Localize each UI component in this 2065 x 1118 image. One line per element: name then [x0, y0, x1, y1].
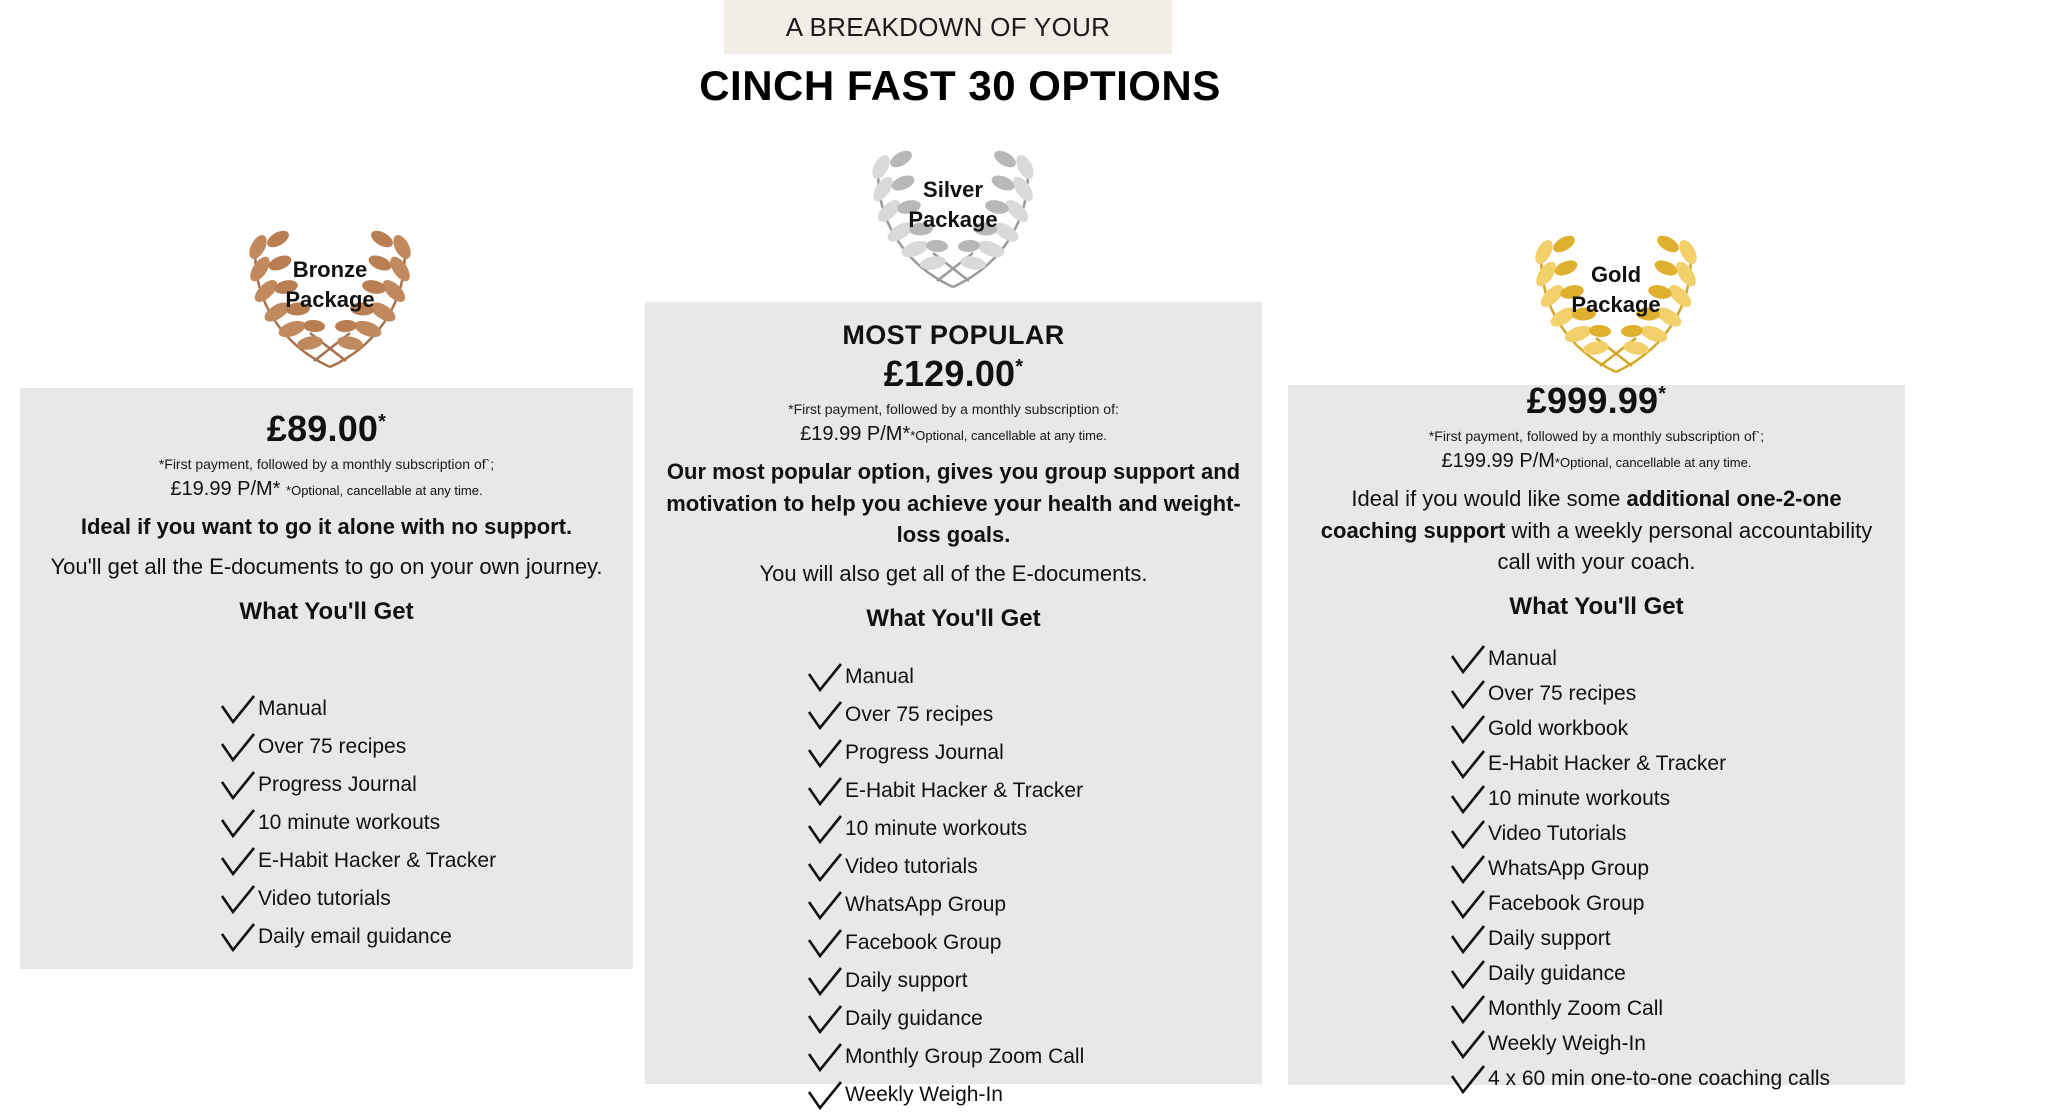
bronze-price-star: *: [378, 411, 387, 433]
bronze-subscription-amount: £19.99 P/M*: [170, 478, 281, 501]
feature-label: Daily email guidance: [258, 925, 452, 949]
list-item: [805, 1080, 1422, 1114]
check-icon: [218, 922, 258, 956]
gold-subscription-note: *Optional, cancellable at any time.: [1554, 455, 1752, 471]
feature-label: E-Habit Hacker & Tracker: [1488, 752, 1727, 776]
feature-label: Daily guidance: [1488, 962, 1626, 986]
silver-wreath: [845, 115, 1061, 295]
silver-pitch: You will also get all of the E-documents.: [759, 561, 1148, 586]
bronze-price-value: £89.00: [266, 408, 379, 449]
check-icon: [218, 694, 258, 728]
bronze-wreath: [222, 195, 438, 375]
silver-what-you-get-heading: What You'll Get: [866, 605, 1041, 633]
gold-label-line2: Package: [1571, 292, 1661, 317]
check-icon: [805, 738, 845, 772]
laurel-wreath-icon: [1508, 200, 1724, 380]
silver-pitch-bold: Our most popular option, gives you group support and motivation to help you achieve your health and weight-loss goals.: [666, 459, 1241, 547]
check-icon: [805, 852, 845, 886]
list-item: [1448, 644, 2065, 678]
gold-price-star: *: [1658, 383, 1667, 405]
gold-card-body: [1288, 380, 1905, 623]
check-icon: [805, 1004, 845, 1038]
check-icon: [805, 662, 845, 696]
feature-label: Progress Journal: [258, 773, 417, 797]
gold-pitch-part2: with a weekly personal accountability call with your coach.: [1497, 517, 1873, 574]
feature-label: Over 75 recipes: [1488, 682, 1637, 706]
silver-subscription-amount: £19.99 P/M*: [800, 423, 911, 446]
feature-label: Monthly Zoom Call: [1488, 997, 1664, 1021]
bronze-pitch-bold: Ideal if you want to go it alone with no support.: [80, 514, 573, 540]
silver-most-popular-badge: MOST POPULAR: [842, 320, 1065, 350]
gold-feature-list: [1448, 644, 2065, 1099]
feature-label: Video tutorials: [258, 887, 391, 911]
check-icon: [1448, 749, 1488, 783]
check-icon: [1448, 854, 1488, 888]
gold-pitch-part1: Ideal if you would like some: [1351, 486, 1627, 512]
silver-label-line2: Package: [908, 207, 998, 232]
check-icon: [1448, 1064, 1488, 1098]
feature-label: Video tutorials: [845, 855, 978, 879]
list-item: [1448, 714, 2065, 748]
silver-label-line1: Silver: [923, 177, 983, 203]
feature-label: Daily support: [845, 969, 968, 993]
list-item: [1448, 1064, 2065, 1098]
check-icon: [1448, 644, 1488, 678]
feature-label: Monthly Group Zoom Call: [845, 1045, 1085, 1069]
gold-subscription: [1302, 448, 1891, 475]
bronze-price: [34, 408, 619, 450]
check-icon: [1448, 1029, 1488, 1063]
check-icon: [1448, 784, 1488, 818]
feature-label: Daily support: [1488, 927, 1611, 951]
page-title: CINCH FAST 30 OPTIONS: [699, 62, 1221, 109]
gold-subscription-amount: £199.99 P/M: [1441, 450, 1555, 473]
feature-label: Facebook Group: [1488, 892, 1645, 916]
gold-price-value: £999.99: [1526, 380, 1659, 421]
list-item: [1448, 889, 2065, 923]
feature-label: WhatsApp Group: [1488, 857, 1650, 881]
check-icon: [805, 776, 845, 810]
list-item: [1448, 1029, 2065, 1063]
header-eyebrow-banner: [724, 0, 1172, 54]
laurel-wreath-icon: [845, 115, 1061, 295]
feature-label: Manual: [258, 697, 327, 721]
list-item: [1448, 784, 2065, 818]
list-item: [1448, 994, 2065, 1028]
feature-label: WhatsApp Group: [845, 893, 1007, 917]
check-icon: [1448, 959, 1488, 993]
check-icon: [218, 808, 258, 842]
feature-label: Weekly Weigh-In: [1488, 1032, 1646, 1056]
gold-label-line1: Gold: [1590, 262, 1642, 288]
feature-label: Gold workbook: [1488, 717, 1629, 741]
feature-label: 4 x 60 min one-to-one coaching calls: [1488, 1067, 1831, 1091]
feature-label: Progress Journal: [845, 741, 1004, 765]
list-item: [1448, 679, 2065, 713]
list-item: [1448, 819, 2065, 853]
silver-subscription-note: *Optional, cancellable at any time.: [910, 428, 1107, 444]
feature-label: Manual: [845, 665, 914, 689]
check-icon: [805, 1080, 845, 1114]
gold-fineprint: *First payment, followed by a monthly subscription of`;: [1428, 428, 1765, 444]
check-icon: [1448, 679, 1488, 713]
gold-pitch-bold: additional one-2-one coaching support: [1320, 486, 1842, 543]
feature-label: E-Habit Hacker & Tracker: [258, 849, 497, 873]
header-eyebrow-text: A BREAKDOWN OF YOUR: [785, 11, 1111, 42]
gold-what-you-get-heading: What You'll Get: [1509, 593, 1684, 620]
check-icon: [1448, 889, 1488, 923]
feature-label: E-Habit Hacker & Tracker: [845, 779, 1084, 803]
check-icon: [1448, 924, 1488, 958]
silver-subscription: [659, 421, 1248, 448]
check-icon: [1448, 714, 1488, 748]
gold-price: [1302, 380, 1891, 422]
feature-label: Daily guidance: [845, 1007, 983, 1031]
bronze-pitch: You'll get all the E-documents to go on your own journey.: [50, 553, 603, 579]
feature-label: Video Tutorials: [1488, 822, 1627, 846]
list-item: [1448, 854, 2065, 888]
feature-label: Manual: [1488, 647, 1557, 671]
bronze-subscription-note: *Optional, cancellable at any time.: [286, 483, 483, 499]
list-item: [1448, 749, 2065, 783]
silver-price-star: *: [1015, 356, 1024, 378]
list-item: [1448, 959, 2065, 993]
check-icon: [218, 770, 258, 804]
silver-fineprint: *First payment, followed by a monthly subscription of:: [788, 401, 1119, 417]
check-icon: [805, 1042, 845, 1076]
feature-label: Over 75 recipes: [258, 735, 407, 759]
check-icon: [805, 966, 845, 1000]
feature-label: Over 75 recipes: [845, 703, 994, 727]
gold-wreath: [1508, 200, 1724, 380]
feature-label: 10 minute workouts: [1488, 787, 1671, 811]
bronze-what-you-get-heading: What You'll Get: [239, 597, 414, 625]
check-icon: [805, 700, 845, 734]
silver-card-body: [645, 320, 1262, 635]
check-icon: [1448, 994, 1488, 1028]
bronze-fineprint: *First payment, followed by a monthly subscription of`;: [158, 456, 495, 472]
gold-pitch: [1302, 483, 1891, 577]
list-item: [1448, 924, 2065, 958]
feature-label: 10 minute workouts: [258, 811, 441, 835]
bronze-label-line2: Package: [285, 287, 375, 312]
silver-price: [659, 353, 1248, 395]
check-icon: [1448, 819, 1488, 853]
bronze-label-line1: Bronze: [292, 257, 368, 283]
silver-price-value: £129.00: [883, 353, 1016, 394]
check-icon: [218, 884, 258, 918]
bronze-subscription: [34, 476, 619, 503]
check-icon: [218, 846, 258, 880]
feature-label: Facebook Group: [845, 931, 1002, 955]
check-icon: [218, 732, 258, 766]
check-icon: [805, 814, 845, 848]
laurel-wreath-icon: [222, 195, 438, 375]
feature-label: Weekly Weigh-In: [845, 1083, 1003, 1107]
check-icon: [805, 890, 845, 924]
feature-label: 10 minute workouts: [845, 817, 1028, 841]
check-icon: [805, 928, 845, 962]
bronze-card-body: [20, 408, 633, 628]
